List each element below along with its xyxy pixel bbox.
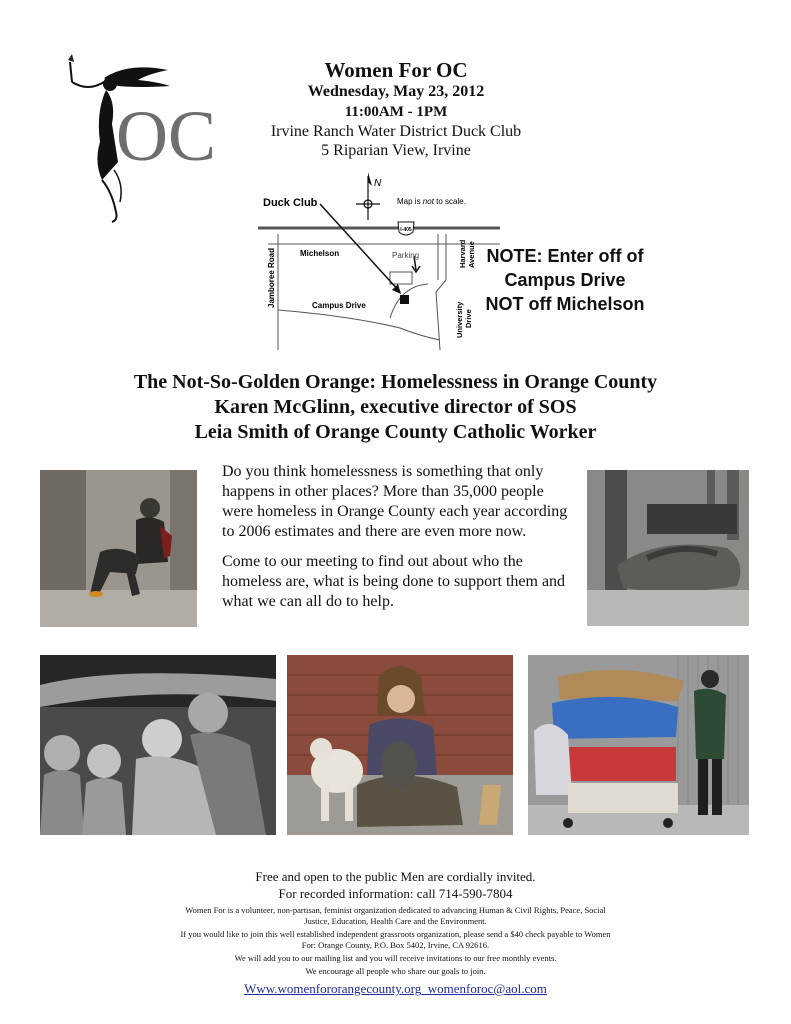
footer-mission: Women For is a volunteer, non-partisan, feminist organization dedicated to advancing Human & Civil Rights, Peace, Social Justice, Education, Health Care and the Environment.	[185, 905, 606, 926]
footer-public-invite: Free and open to the public Men are cordially invited.	[255, 869, 536, 884]
footer-recorded-info: For recorded information: call 714-590-7804	[278, 886, 513, 901]
program-topic	[40, 370, 751, 445]
intro-paragraph-2: Come to our meeting to find out about who the homeless are, what is being done to support them and what we can all do to help.	[222, 553, 566, 610]
footer-encourage: We encourage all people who share our goals to join.	[305, 966, 486, 976]
map-campus-label: Campus Drive	[312, 301, 366, 310]
women-for-oc-logo	[58, 52, 217, 224]
intro-paragraph-1: Do you think homelessness is something that only happens in other places? More than 35,000 people were homeless in Orange County each year according to 2006 estimates and there are even more now.	[222, 463, 568, 540]
freeway-shield-label: I-405	[400, 227, 412, 233]
entrance-note	[478, 244, 652, 316]
program-title: The Not-So-Golden Orange: Homelessness in Orange County	[133, 371, 658, 393]
event-address: 5 Riparian View, Irvine	[321, 142, 471, 159]
map-scale-note: Map is not to scale.	[397, 197, 466, 206]
photo-man-with-loaded-cart	[528, 655, 749, 835]
event-date: Wednesday, May 23, 2012	[307, 83, 485, 100]
map-jamboree-label: Jamboree Road	[267, 247, 276, 308]
map-university-label-2: Drive	[464, 309, 473, 328]
footer-join: If you would like to join this well established independent grassroots organization, please send a $40 check payable to Women For: Orange County, P.O. Box 5402, Irvine, CA 92616.	[180, 929, 611, 950]
note-line-3: NOT off Michelson	[485, 294, 645, 314]
email-link[interactable]: womenforoc@aol.com	[427, 981, 547, 996]
photo-person-sleeping-sidewalk	[587, 470, 749, 626]
note-line-2: Campus Drive	[504, 270, 626, 290]
photo-man-sitting-doorway	[40, 470, 197, 627]
map-harvard-label-1: Harvard	[458, 239, 467, 268]
footer-links	[180, 980, 611, 998]
map-michelson-label: Michelson	[300, 249, 340, 258]
map-north-label: N	[374, 178, 382, 189]
map-harvard-label-2: Avenue	[467, 241, 476, 268]
footer	[180, 868, 611, 998]
photo-family-in-car	[40, 655, 276, 835]
logo-text: OC	[116, 96, 217, 176]
map-duck-club-label: Duck Club	[263, 197, 318, 209]
intro-text	[222, 462, 574, 622]
map-parking-label: Parking	[392, 251, 420, 260]
directions-map	[250, 168, 500, 350]
speaker-1: Karen McGlinn, executive director of SOS	[214, 396, 577, 418]
website-link[interactable]: Www.womenfororangecounty.org	[244, 981, 422, 996]
note-line-1: NOTE: Enter off of	[486, 246, 644, 266]
speaker-2: Leia Smith of Orange County Catholic Worker	[194, 421, 597, 443]
event-header	[200, 58, 592, 160]
event-time: 11:00AM - 1PM	[344, 104, 448, 120]
event-venue: Irvine Ranch Water District Duck Club	[270, 123, 522, 140]
footer-mailing: We will add you to our mailing list and you will receive invitations to our free monthly events.	[234, 953, 557, 963]
map-university-label-1: University	[455, 301, 464, 338]
photo-young-woman-with-dogs	[287, 655, 513, 835]
organization-title: Women For OC	[324, 58, 468, 82]
